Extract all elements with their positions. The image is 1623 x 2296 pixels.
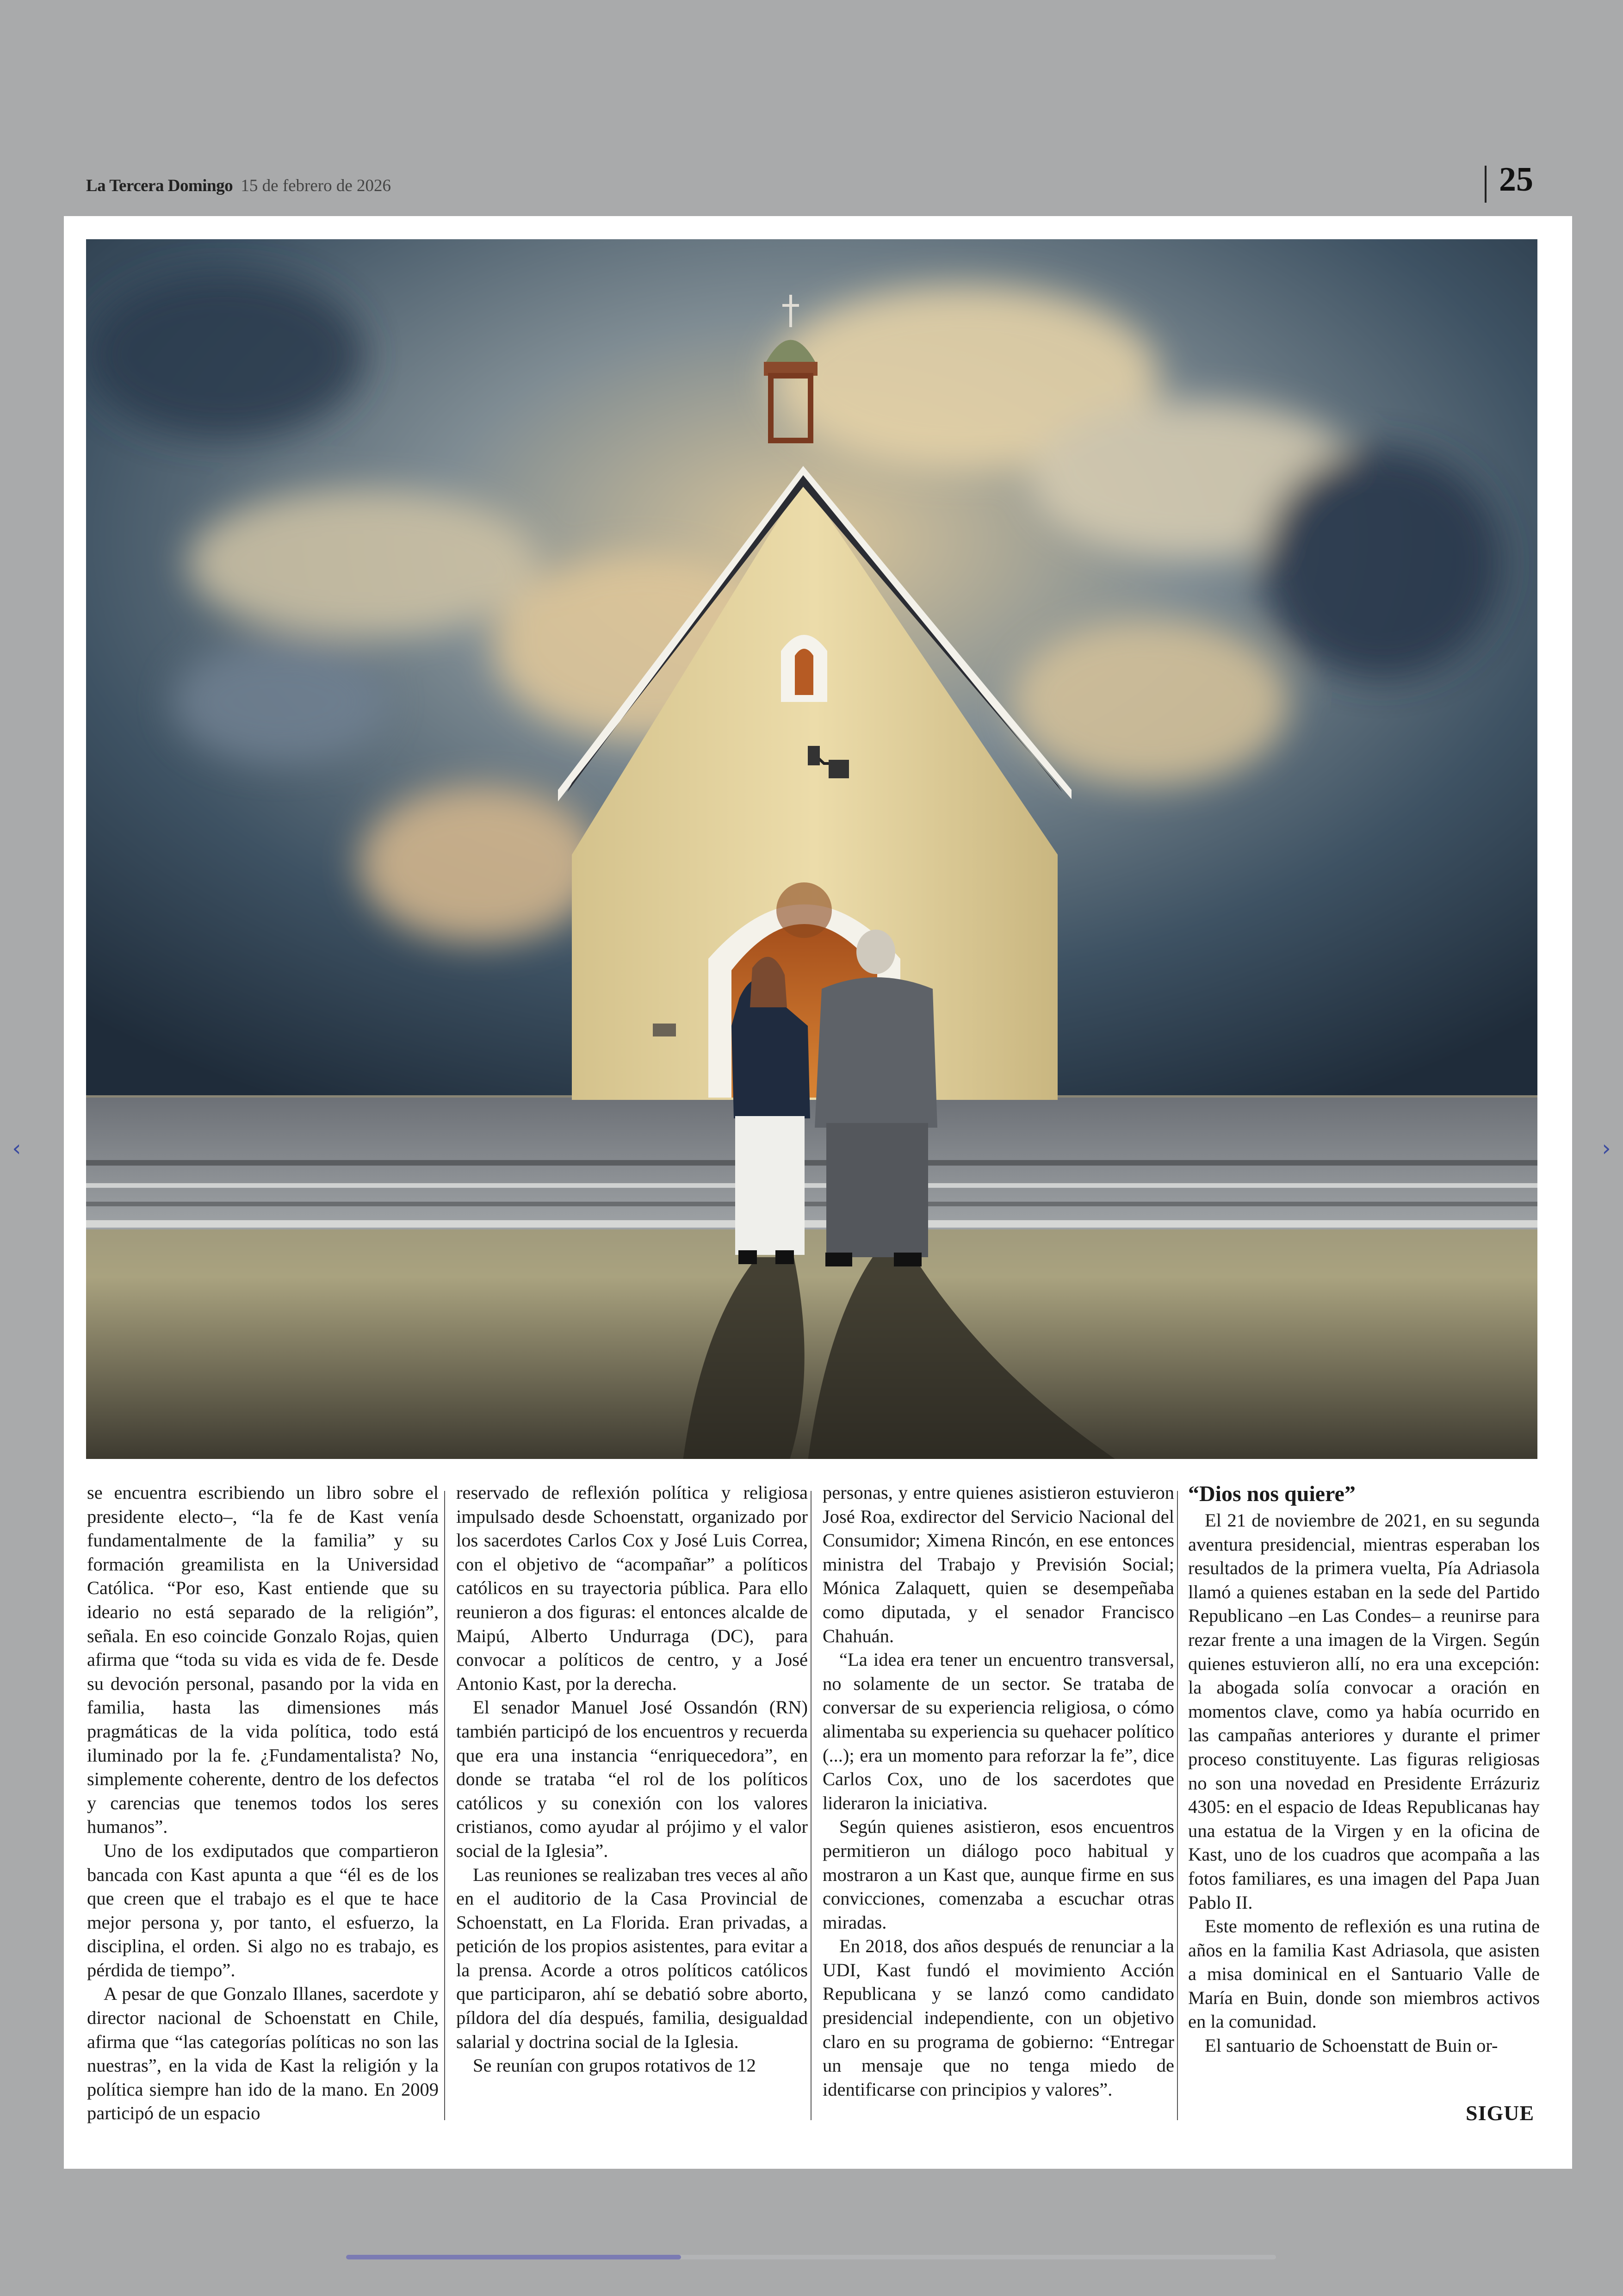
reading-progress-fill [346, 2255, 681, 2259]
section-subheading: “Dios nos quiere” [1188, 1482, 1356, 1506]
column-rule [811, 1491, 812, 2120]
chevron-right-icon[interactable]: › [1602, 1136, 1611, 1161]
publication-date: 15 de febrero de 2026 [241, 176, 391, 195]
paragraph: A pesar de que Gonzalo Illanes, sacerdote y director nacional de Schoenstatt en Chile, afirma que “las categorías políticas no son las nuestras”, en la vida de Kast la religión y la política siempre han ido de la mano. En 2009 participó de un espacio [87, 1983, 439, 2124]
column-rule [444, 1491, 445, 2120]
paragraph: Según quienes asistieron, esos encuentros permitieron un diálogo poco habitual y mostraron a un Kast que, aunque firme en sus convicciones, comenzaba a escuchar otras miradas. [823, 1816, 1174, 1933]
paragraph: Se reunían con grupos rotativos de 12 [473, 2055, 756, 2076]
continue-label: SIGUE [1466, 2101, 1535, 2125]
page-number: 25 [1499, 161, 1533, 199]
paragraph: se encuentra escribiendo un libro sobre el presidente electo–, “la fe de Kast venía fundamentalmente de la familia” y su formación greamilista en la Universidad Católica. “Por eso, Kast entiende que su ideario no está separado de la religión”, señala. En eso coincide Gonzalo Rojas, quien afirma que “toda su vida es vida de fe. Desde su devoción personal, pasando por la vida en familia, hasta las dimensiones más pragmáticas de la vida política, todo está iluminado por la fe. ¿Fundamentalista? No, simplemente coherente, dentro de los defectos y carencias que tenemos todos los seres humanos”. [87, 1482, 439, 1837]
article-column-4 [1188, 1481, 1540, 2124]
publication-name: La Tercera Domingo [86, 176, 233, 195]
chevron-left-icon[interactable]: ‹ [12, 1136, 21, 1161]
paragraph: El 21 de noviembre de 2021, en su segunda aventura presidencial, mientras esperaban los resultados de la primera vuelta, Pía Adriasola llamó a quienes estaban en la sede del Partido Republicano –en Las Condes– a reunirse para rezar frente a una imagen de la Virgen. Según quienes estuvieron allí, no era una excepción: la abogada solía convocar a oración en momentos clave, como ya había ocurrido en las campañas anteriores y durante el primer proceso constituyente. Las figuras religiosas no son una novedad en Presidente Errázuriz 4305: en el espacio de Ideas Republicanas hay una estatua de la Virgen y en la oficina de Kast, uno de los cuadros que acompaña a las fotos familiares, es una imagen del Papa Juan Pablo II. [1188, 1510, 1540, 1913]
paragraph: “La idea era tener un encuentro transversal, no solamente de un sector. Se trataba de conversar de su experiencia religiosa, o cómo alimentaba su experiencia su quehacer político (...); era un momento para reforzar la fe”, dice Carlos Cox, uno de los sacerdotes que lideraron la iniciativa. [823, 1649, 1174, 1813]
paragraph: En 2018, dos años después de renunciar a la UDI, Kast fundó el movimiento Acción Republicana y se lanzó como candidato presidencial independiente, con un objetivo claro en su programa de gobierno: “Entregar un mensaje que no tenga miedo de identificarse con principios y valores”. [823, 1936, 1174, 2100]
article-column-1 [87, 1481, 439, 2124]
paragraph: reservado de reflexión política y religiosa impulsado desde Schoenstatt, organizado por los sacerdotes Carlos Cox y José Luis Correa, con el objetivo de “acompañar” a políticos católicos en su trayectoria pública. Para ello reunieron a dos figuras: el entonces alcalde de Maipú, Alberto Undurraga (DC), para convocar a políticos de centro, y a José Antonio Kast, por la derecha. [456, 1482, 808, 1694]
reading-progress-bar[interactable] [346, 2255, 1276, 2259]
magazine-page [64, 216, 1572, 2169]
paragraph: El santuario de Schoenstatt de Buin or- [1205, 2035, 1498, 2056]
masthead [86, 176, 391, 196]
paragraph: El senador Manuel José Ossandón (RN) también participó de los encuentros y recuerda que era una instancia “enriquecedora”, en donde se trataba “el rol de los políticos católicos y su conexión con los valores cristianos, como ayudar al prójimo y el valor social de la Iglesia”. [456, 1697, 808, 1861]
article-column-2 [456, 1481, 808, 2124]
article-photo [86, 239, 1537, 1459]
paragraph: Las reuniones se realizaban tres veces al año en el auditorio de la Casa Provincial de Schoenstatt, en La Florida. Eran privadas, a petición de los propios asistentes, para evitar a la prensa. Acorde a otros políticos católicos que participaron, ahí se debatió sobre aborto, píldora del día después, familia, desigualdad salarial y doctrina social de la Iglesia. [456, 1864, 808, 2052]
paragraph: personas, y entre quienes asistieron estuvieron José Roa, exdirector del Servicio Nacional del Consumidor; Ximena Rincón, en ese entonces ministra del Trabajo y Previsión Social; Mónica Zalaquett, quien se desempeñaba como diputada, y el senador Francisco Chahuán. [823, 1482, 1174, 1646]
page-number-divider [1485, 166, 1487, 203]
article-column-3 [823, 1481, 1174, 2124]
paragraph: Este momento de reflexión es una rutina de años en la familia Kast Adriasola, que asisten a misa dominical en el Santuario Valle de María en Buin, donde son miembros activos en la comunidad. [1188, 1916, 1540, 2032]
paragraph: Uno de los exdiputados que compartieron bancada con Kast apunta a que “él es de los que creen que el trabajo es el que te hace mejor persona y, por tanto, el esfuerzo, la disciplina, el orden. Si algo no es trabajo, es pérdida de tiempo”. [87, 1840, 439, 1980]
column-rule [1177, 1491, 1178, 2120]
